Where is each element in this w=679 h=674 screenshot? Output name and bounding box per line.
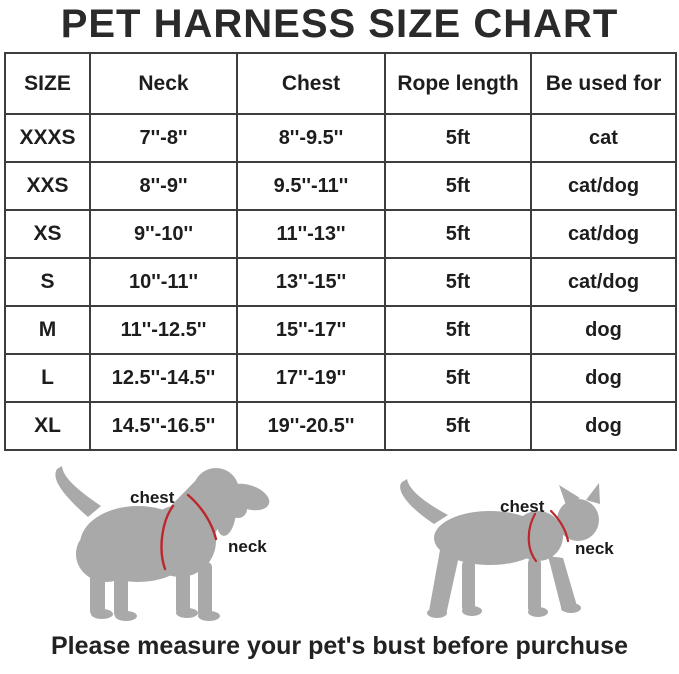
size-chart-table [4, 52, 677, 451]
header-row [5, 53, 676, 114]
table-row [5, 402, 676, 450]
used-for-cell: cat/dog [531, 162, 676, 210]
chest-cell: 15''-17'' [237, 306, 385, 354]
neck-cell: 11''-12.5'' [90, 306, 237, 354]
dog-chest-label: chest [130, 488, 175, 507]
measurement-diagram [0, 451, 679, 633]
bottom-caption: Please measure your pet's bust before purchuse [51, 632, 628, 660]
header-cell-rope-length: Rope length [385, 53, 531, 114]
size-cell: XL [5, 402, 90, 450]
rope-length-cell: 5ft [385, 354, 531, 402]
chest-cell: 13''-15'' [237, 258, 385, 306]
used-for-cell: dog [531, 402, 676, 450]
page-title: PET HARNESS SIZE CHART [60, 2, 619, 46]
neck-cell: 14.5''-16.5'' [90, 402, 237, 450]
size-cell: XXS [5, 162, 90, 210]
table-row [5, 162, 676, 210]
table-row [5, 210, 676, 258]
chest-cell: 8''-9.5'' [237, 114, 385, 162]
rope-length-cell: 5ft [385, 162, 531, 210]
rope-length-cell: 5ft [385, 210, 531, 258]
size-cell: M [5, 306, 90, 354]
used-for-cell: dog [531, 306, 676, 354]
header-cell-neck: Neck [90, 53, 237, 114]
cat-chest-label: chest [500, 497, 545, 516]
header-cell-be-used-for: Be used for [531, 53, 676, 114]
neck-cell: 8''-9'' [90, 162, 237, 210]
header-cell-size: SIZE [5, 53, 90, 114]
chest-cell: 9.5''-11'' [237, 162, 385, 210]
chest-cell: 19''-20.5'' [237, 402, 385, 450]
dog-neck-label: neck [228, 537, 267, 556]
used-for-cell: dog [531, 354, 676, 402]
table-row [5, 306, 676, 354]
used-for-cell: cat [531, 114, 676, 162]
table-row [5, 258, 676, 306]
rope-length-cell: 5ft [385, 402, 531, 450]
chest-cell: 11''-13'' [237, 210, 385, 258]
rope-length-cell: 5ft [385, 306, 531, 354]
table-row [5, 114, 676, 162]
used-for-cell: cat/dog [531, 210, 676, 258]
table-row [5, 354, 676, 402]
cat-neck-label: neck [575, 539, 614, 558]
size-cell: XS [5, 210, 90, 258]
used-for-cell: cat/dog [531, 258, 676, 306]
rope-length-cell: 5ft [385, 258, 531, 306]
size-cell: XXXS [5, 114, 90, 162]
neck-cell: 7''-8'' [90, 114, 237, 162]
rope-length-cell: 5ft [385, 114, 531, 162]
neck-cell: 10''-11'' [90, 258, 237, 306]
neck-cell: 12.5''-14.5'' [90, 354, 237, 402]
size-cell: L [5, 354, 90, 402]
neck-cell: 9''-10'' [90, 210, 237, 258]
chest-cell: 17''-19'' [237, 354, 385, 402]
header-cell-chest: Chest [237, 53, 385, 114]
size-cell: S [5, 258, 90, 306]
